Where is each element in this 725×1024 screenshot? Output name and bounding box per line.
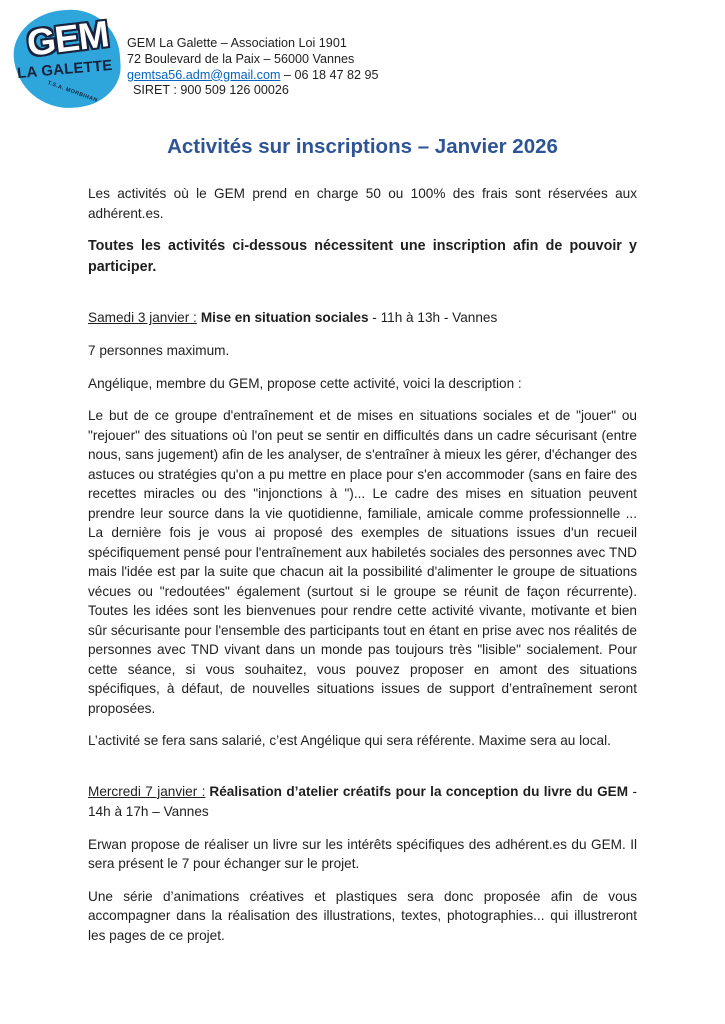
event-1-date: Samedi 3 janvier : <box>88 310 197 325</box>
letterhead <box>14 10 725 112</box>
event-1-max-participants: 7 personnes maximum. <box>88 343 230 358</box>
org-contact-line <box>127 68 379 84</box>
inscription-required-notice: Toutes les activités ci-dessous nécessitent une inscription afin de pouvoir y participer. <box>88 238 637 275</box>
event-2-date: Mercredi 7 janvier : <box>88 783 206 799</box>
logo-gem-text: GEM <box>24 13 111 64</box>
logo-tagline-text: T.S.A. MORBIHAN <box>46 80 99 104</box>
siret-line: SIRET : 900 509 126 00026 <box>133 83 289 98</box>
event-1-organizer-line: Angélique, membre du GEM, propose cette activité, voici la description : <box>88 375 522 391</box>
phone-number-text: – 06 18 47 82 95 <box>280 67 379 82</box>
document-title: Activités sur inscriptions – Janvier 2026 <box>167 135 558 158</box>
event-2-details: Une série d’animations créatives et plastiques sera donc proposée afin de vous accompagner dans la réalisation des illustrations, textes, photographies... qui illustreront les pages de ce projet. <box>88 888 637 943</box>
event-1-heading <box>88 308 637 328</box>
event-1-time-place: - 11h à 13h - Vannes <box>368 310 498 325</box>
org-name-line: GEM La Galette – Association Loi 1901 <box>127 36 347 50</box>
email-link[interactable]: gemtsa56.adm@gmail.com <box>127 67 281 82</box>
org-details <box>127 10 379 99</box>
event-2-time-place: - 14h à 17h – Vannes <box>88 783 637 819</box>
event-1-title: Mise en situation sociales <box>200 310 369 325</box>
event-1-description: Le but de ce groupe d'entraînement et de mises en situations sociales et de "jouer" ou "rejouer" des situations où l'on peut se sentir en difficultés dans un cadre sécurisant (entre nous, sans jugement) afin de les analyser, de s'entraîner à mieux les gérer, d'échanger des astuces ou stratégies qu'on a pu mettre en place pour s'en accommoder (sans en faire des recettes miracles ou des "injonctions à ")... Le cadre des mises en situation peuvent prendre leur source dans la vie quotidienne, familiale, amicale comme professionnelle ... La dernière fois je vous ai proposé des exemples de situations issues d'un recueil spécifiquement pensé pour l'entraînement aux habiletés sociales des personnes avec TND mais l'idée est par la suite que chacun ait la possibilité d'alimenter le groupe de situations vécues ou "redoutées" également (surtout si le groupe se réunit de façon récurrente). Toutes les idées sont les bienvenues pour rendre cette activité vivante, motivante et bien sûr sécurisante pour l'ensemble des participants tout en étant en prise avec nos réalités de personnes avec TND vivant dans un monde pas toujours très "lisible" socialement. Pour cette séance, si vous souhaitez, vous pouvez proposer en amont des situations spécifiques, à défaut, de nouvelles situations issues de support d’entraînement seront proposées. <box>88 408 637 716</box>
event-2-heading <box>88 782 637 822</box>
org-address-line: 72 Boulevard de la Paix – 56000 Vannes <box>127 51 355 66</box>
intro-paragraph: Les activités où le GEM prend en charge 50 ou 100% des frais sont réservées aux adhérent.es. <box>88 186 637 221</box>
logo-la-galette-text: LA GALETTE <box>16 56 114 83</box>
event-2-title: Réalisation d’atelier créatifs pour la conception du livre du GEM <box>209 783 629 799</box>
event-1-staffing-note: L’activité se fera sans salarié, c’est Angélique qui sera référente. Maxime sera au local. <box>88 733 611 748</box>
gem-la-galette-logo <box>14 10 120 108</box>
event-2-description: Erwan propose de réaliser un livre sur les intérêts spécifiques des adhérent.es du GEM. Il sera présent le 7 pour échanger sur le projet. <box>88 836 637 871</box>
document-body <box>88 184 637 945</box>
